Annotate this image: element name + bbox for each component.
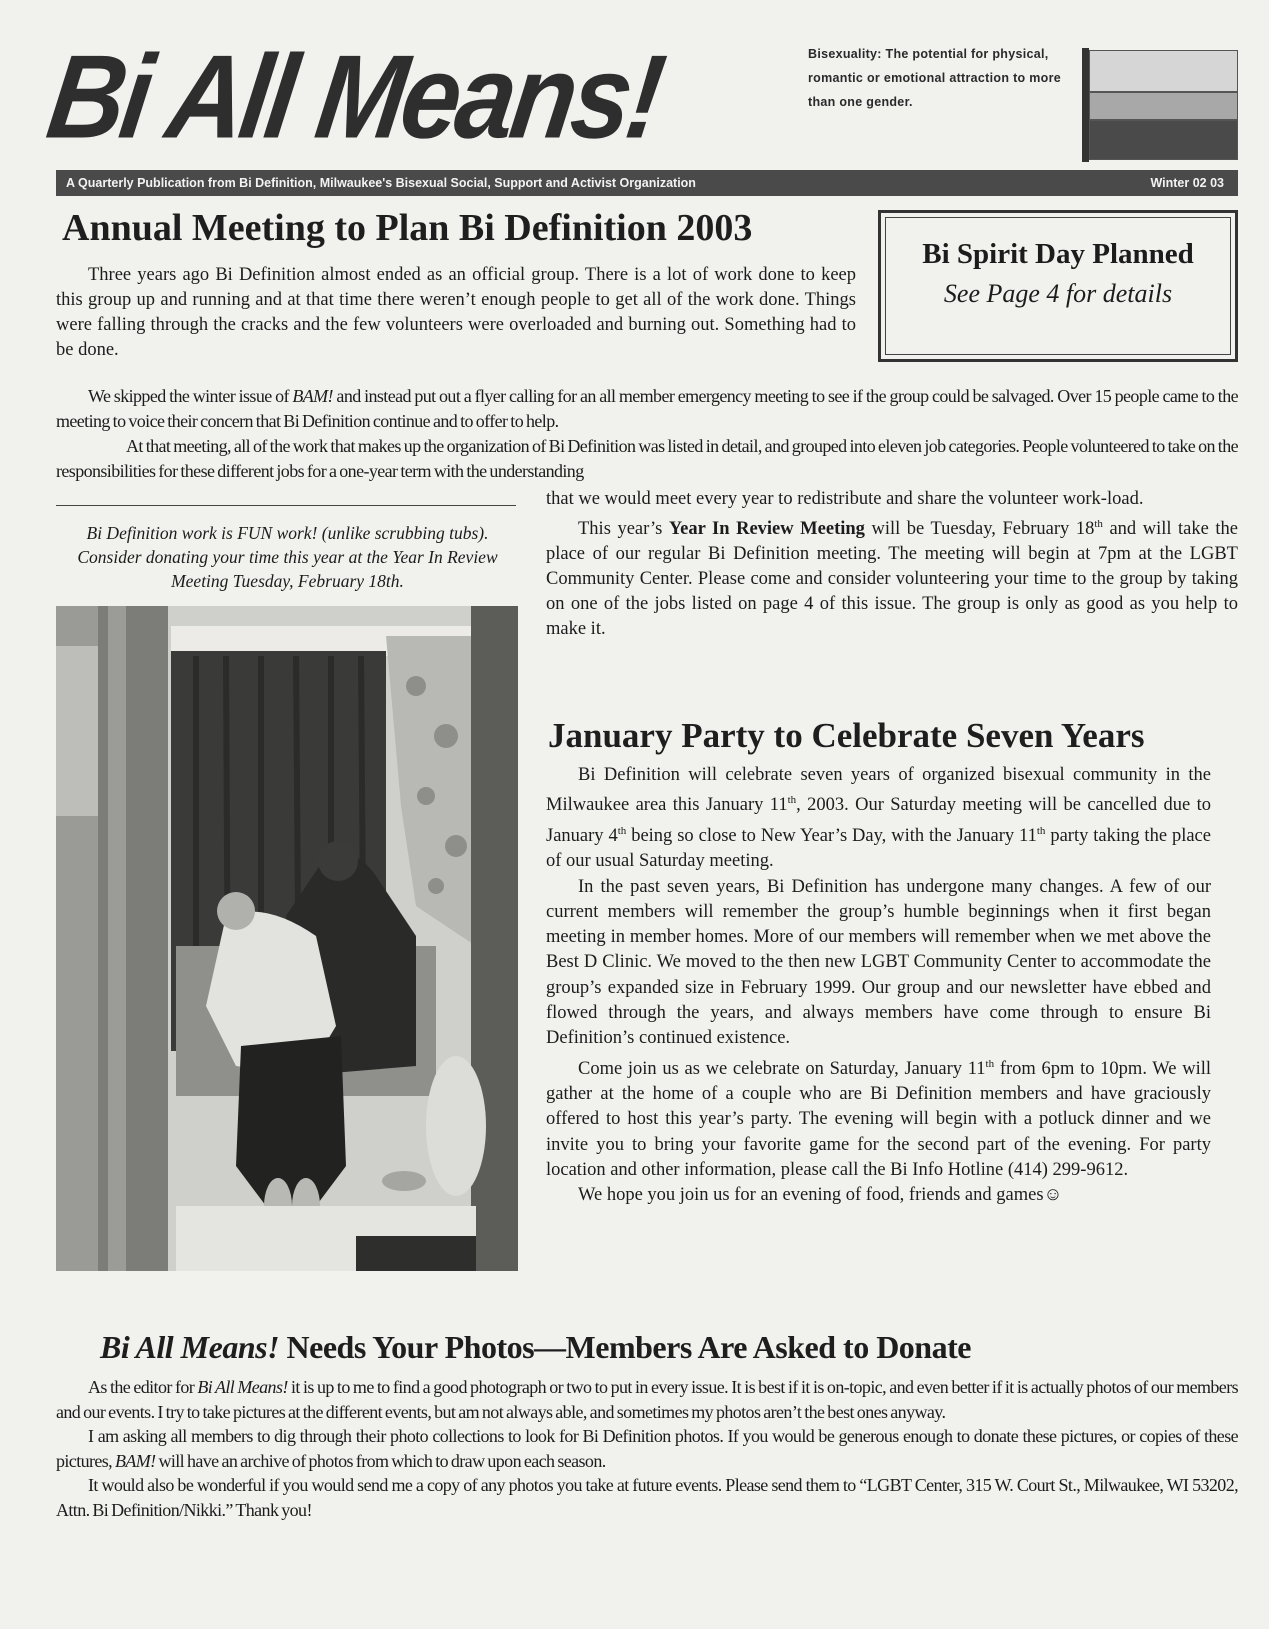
tagline: Bisexuality: The potential for physical, romantic or emotional attraction to more than one gender.: [808, 47, 1062, 109]
photos-p2-a: I am asking all members to dig through their photo collections to look for Bi Definition photos. If you would be generous enough to donate these pictures, or copies of these pictures,: [56, 1426, 1238, 1471]
bam-italic: BAM!: [292, 386, 333, 406]
annual-paragraph-2: [56, 384, 1238, 484]
party-p1-b: , 2003. Our Saturday meeting will be cancelled due to January 4: [546, 795, 1212, 846]
photos-p2: [56, 1424, 1238, 1473]
annual-p1: Three years ago Bi Definition almost ended as an official group. There is a lot of work done to keep this group up and running and at that time there weren’t enough people to get all of the work done. Things were falling through the cracks and the few volunteers were overloaded and burning out. Something had to be done.: [56, 265, 856, 360]
annual-p3-cont: that we would meet every year to redistribute and share the volunteer work-load.: [546, 489, 1144, 509]
photos-p3: It would also be wonderful if you would send me a copy of any photos you take at future events. Please send them to “LGBT Center, 315 W. Court St., Milwaukee, WI 53202, Attn. Bi Definition/Nikki.” Thank you!: [56, 1475, 1238, 1520]
headline-needs-photos: [100, 1329, 971, 1366]
party-p2: In the past seven years, Bi Definition has undergone many changes. A few of our current members will remember the group’s humble beginnings when it first began meeting in member homes. More of our members will remember when we met above the Best D Clinic. We moved to the then new LGBT Community Center to accommodate the group’s expanded size in February 1999. Our group and our newsletter have ebbed and flowed through the years, and always members have come through to ensure Bi Definition’s continued existence.: [546, 876, 1211, 1049]
annual-p4-a: This year’s: [578, 519, 669, 540]
headline-annual-meeting: Annual Meeting to Plan Bi Definition 2003: [62, 207, 753, 249]
sup-th: th: [1036, 824, 1046, 837]
annual-p2-a: We skipped the winter issue of: [88, 386, 293, 406]
masthead-banner: [56, 170, 1238, 196]
party-p1: [546, 763, 1211, 875]
photos-p1-b: it is up to me to find a good photograph or two to put in every issue. It is best if it is on-topic, and even better if it is actually photos of our members and our events. I try to take pictures at the different events, but am not always able, and sometimes my photos aren’t the best ones anyway.: [56, 1377, 1238, 1422]
party-p1-a: Bi Definition will celebrate seven years of organized bisexual community in the Milwaukee area this January 11: [546, 765, 1211, 816]
party-p3-a: Come join us as we celebrate on Saturday, January 11: [578, 1058, 986, 1079]
annual-p4-b: will be Tuesday, February 18: [864, 519, 1095, 540]
photos-body: [56, 1375, 1238, 1522]
annual-p3: At that meeting, all of the work that makes up the organization of Bi Definition was listed in detail, and grouped into eleven job categories. People volunteered to take on the responsibilities for these different jobs for a one-year term with the understanding: [56, 436, 1238, 481]
flag-pole: [1082, 48, 1089, 162]
sup-th: th: [617, 824, 627, 837]
banner-text: A Quarterly Publication from Bi Definition, Milwaukee's Bisexual Social, Support and Activist Organization: [66, 176, 696, 190]
photo-illustration: [56, 606, 518, 1271]
party-body: [546, 763, 1211, 1209]
photos-p1-em: Bi All Means!: [197, 1377, 288, 1397]
headline-bam-italic: Bi All Means!: [100, 1329, 280, 1365]
sup-th: th: [1094, 518, 1103, 530]
masthead-logo: Bi All Means!: [40, 31, 669, 164]
bi-spirit-day-box: [878, 210, 1238, 362]
bi-pride-flag: [1082, 48, 1238, 156]
annual-p4: [546, 512, 1238, 642]
caption-rule-top: [56, 505, 516, 506]
sup-th: th: [985, 1057, 995, 1070]
party-p3: [546, 1052, 1211, 1184]
headline-january-party: January Party to Celebrate Seven Years: [548, 716, 1145, 755]
photos-p2-b: will have an archive of photos from which to draw upon each season.: [155, 1450, 606, 1471]
spirit-title: Bi Spirit Day Planned: [922, 238, 1194, 270]
sup-th: th: [787, 794, 797, 807]
flag-stripe-bottom: [1089, 120, 1238, 160]
bathtub-scrubbing-photo: [56, 606, 518, 1271]
party-p3-b: from 6pm to 10pm. We will gather at the home of a couple who are Bi Definition members and have graciously offered to host this year’s party. The evening will begin with a potluck dinner and we invite you to bring your favorite game for the second part of the evening. For party location and other information, please call the Bi Info Hotline (414) 299-9612.: [546, 1058, 1211, 1180]
photos-p1: [56, 1375, 1238, 1424]
annual-p2-b: and instead put out a flyer calling for an all member emergency meeting to see if the group could be salvaged. Over 15 people came to the meeting to voice their concern that Bi Definition continue and to offer to help.: [56, 386, 1238, 431]
photos-p1-a: As the editor for: [88, 1377, 198, 1397]
photos-p2-em: BAM!: [114, 1450, 156, 1471]
spirit-subtitle: See Page 4 for details: [943, 279, 1173, 308]
annual-p4-c: and will take the place of our regular Bi Definition meeting. The meeting will begin at 7pm at the LGBT Community Center. Please come and consider volunteering your time to the group by taking on one of the jobs listed on page 4 of this issue. The group is only as good as you help to make it.: [546, 519, 1239, 640]
flag-stripe-middle: [1089, 92, 1238, 120]
party-p4: We hope you join us for an evening of food, friends and games☺: [578, 1185, 1063, 1206]
photo-caption: Bi Definition work is FUN work! (unlike scrubbing tubs). Consider donating your time this year at the Year In Review Meeting Tuesday, February 18th.: [77, 523, 498, 591]
annual-paragraph-1: [56, 263, 856, 363]
flag-stripe-top: [1089, 50, 1238, 92]
headline-photos-rest: Needs Your Photos—Members Are Asked to Donate: [279, 1329, 971, 1365]
party-p1-d: party taking the place of our usual Saturday meeting.: [546, 825, 1211, 872]
issue-date: Winter 02 03: [1150, 176, 1224, 190]
annual-continued: [546, 487, 1238, 642]
party-p1-c: being so close to New Year’s Day, with the January 11: [626, 825, 1037, 846]
year-in-review-bold: Year In Review Meeting: [668, 519, 865, 540]
